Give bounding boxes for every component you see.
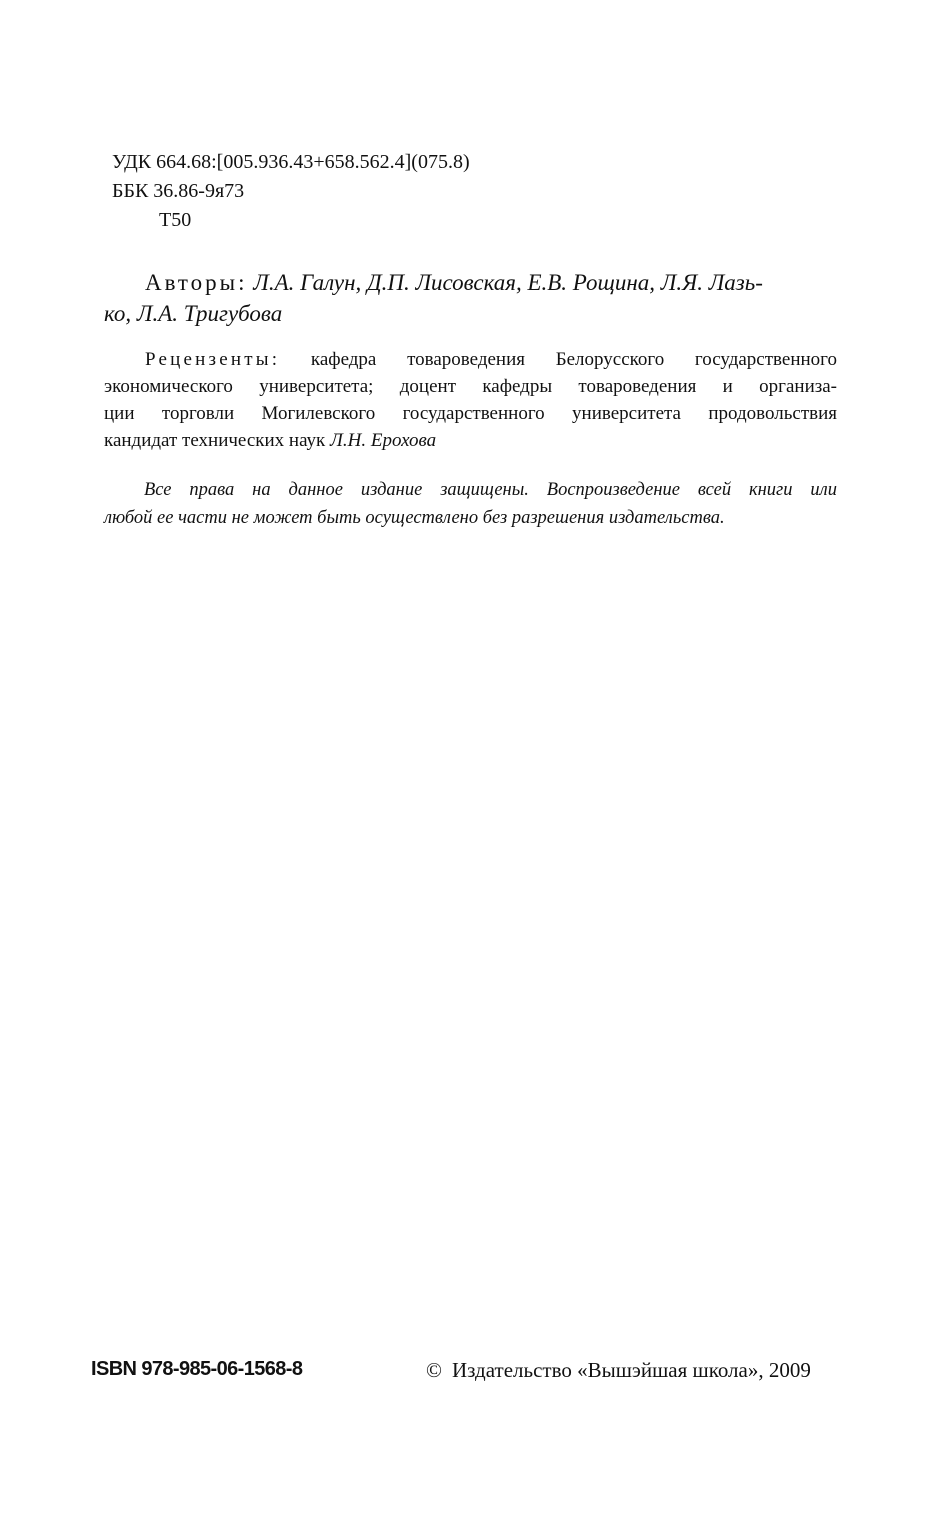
reviewers-text-1: кафедра товароведения Белорусского государственного: [310, 349, 837, 370]
udc-code: УДК 664.68:[005.936.43+658.562.4](075.8): [112, 151, 470, 173]
classification-codes: [112, 148, 470, 235]
reviewers-label: Рецензенты:: [145, 349, 281, 370]
author-mark: Т50: [159, 209, 192, 231]
isbn: ISBN 978-985-06-1568-8: [91, 1358, 303, 1380]
bbk-code: ББК 36.86-9я73: [112, 180, 245, 202]
reviewers-block: [104, 346, 837, 454]
copyright: [426, 1355, 811, 1385]
reviewers-line-1: [104, 346, 837, 373]
authors-block: [104, 267, 839, 329]
authors-names-1: Л.А. Галун, Д.П. Лисовская, Е.В. Рощина, Л.Я. Лазь-: [253, 270, 763, 295]
reviewers-line-4: [104, 427, 837, 454]
reviewers-degree: кандидат технических наук: [104, 430, 326, 451]
publisher-copyright: Издательство «Вышэйшая школа», 2009: [451, 1358, 811, 1382]
authors-names-2: ко, Л.А. Тригубова: [104, 301, 283, 326]
copyright-icon: ©: [426, 1358, 442, 1382]
reviewers-line-3: ции торговли Могилевского государственного университета продовольствия: [104, 403, 837, 424]
rights-line-2: любой ее части не может быть осуществлено без разрешения издательства.: [104, 508, 725, 528]
authors-line-1: [104, 267, 839, 298]
rights-notice: [104, 476, 837, 532]
reviewers-line-2: экономического университета; доцент кафедры товароведения и организа-: [104, 376, 837, 397]
authors-label: Авторы:: [145, 270, 248, 295]
rights-line-1: Все права на данное издание защищены. Воспроизведение всей книги или: [144, 480, 837, 500]
reviewer-name: Л.Н. Ерохова: [330, 430, 437, 451]
